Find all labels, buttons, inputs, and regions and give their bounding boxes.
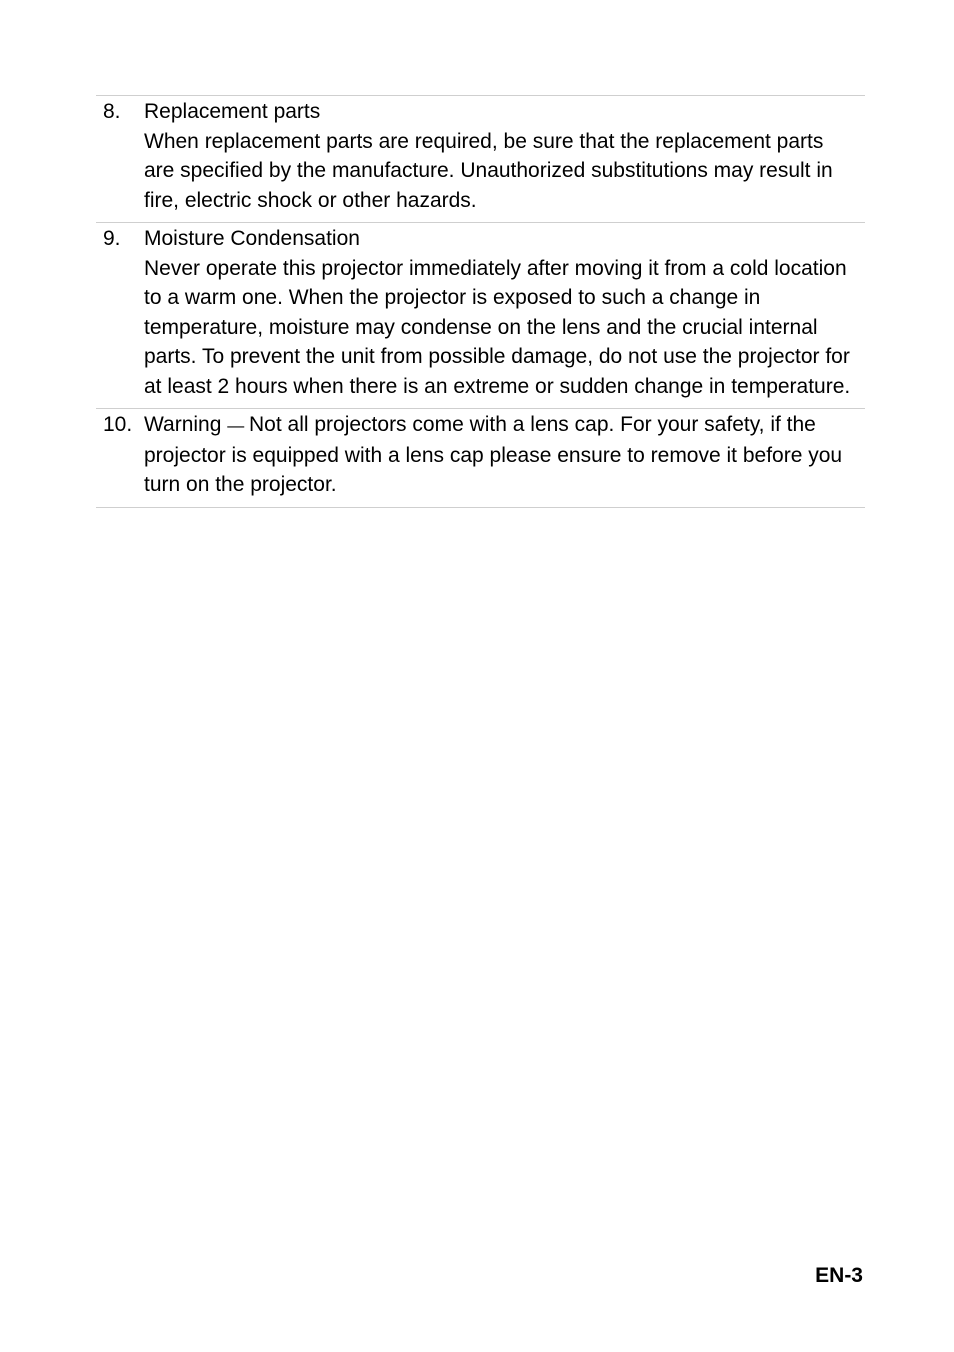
page-number: EN-3 — [815, 1264, 863, 1287]
item-text: When replacement parts are required, be sure that the replacement parts are specified by the manufacture. Unauthorized substitutions may result in fire, electric shock or other hazards. — [144, 129, 833, 212]
item-number: 8. — [103, 100, 121, 123]
item-number: 10. — [103, 413, 133, 436]
safety-instructions-list — [96, 95, 865, 508]
item-text: Not all projectors come with a lens cap. For your safety, if the projector is equipped with a lens cap please ensure to remove it before you turn on the projector. — [144, 413, 843, 496]
item-title: Replacement parts — [144, 100, 321, 123]
list-item-moisture-condensation — [96, 223, 865, 409]
item-body — [144, 97, 865, 215]
item-body — [144, 410, 865, 500]
em-dash: — — [227, 416, 249, 435]
item-body — [144, 224, 865, 401]
item-text: Never operate this projector immediately after moving it from a cold location to a warm one. When the projector is exposed to such a change in temperature, moisture may condense on the lens and the crucial internal parts. To prevent the unit from possible damage, do not use the projector for at least 2 hours when there is an extreme or sudden change in temperature. — [144, 256, 851, 398]
item-title: Warning — [144, 413, 222, 436]
item-title: Moisture Condensation — [144, 227, 360, 250]
item-number: 9. — [103, 227, 121, 250]
list-item-warning-lens-cap — [96, 409, 865, 508]
list-item-replacement-parts — [96, 96, 865, 223]
